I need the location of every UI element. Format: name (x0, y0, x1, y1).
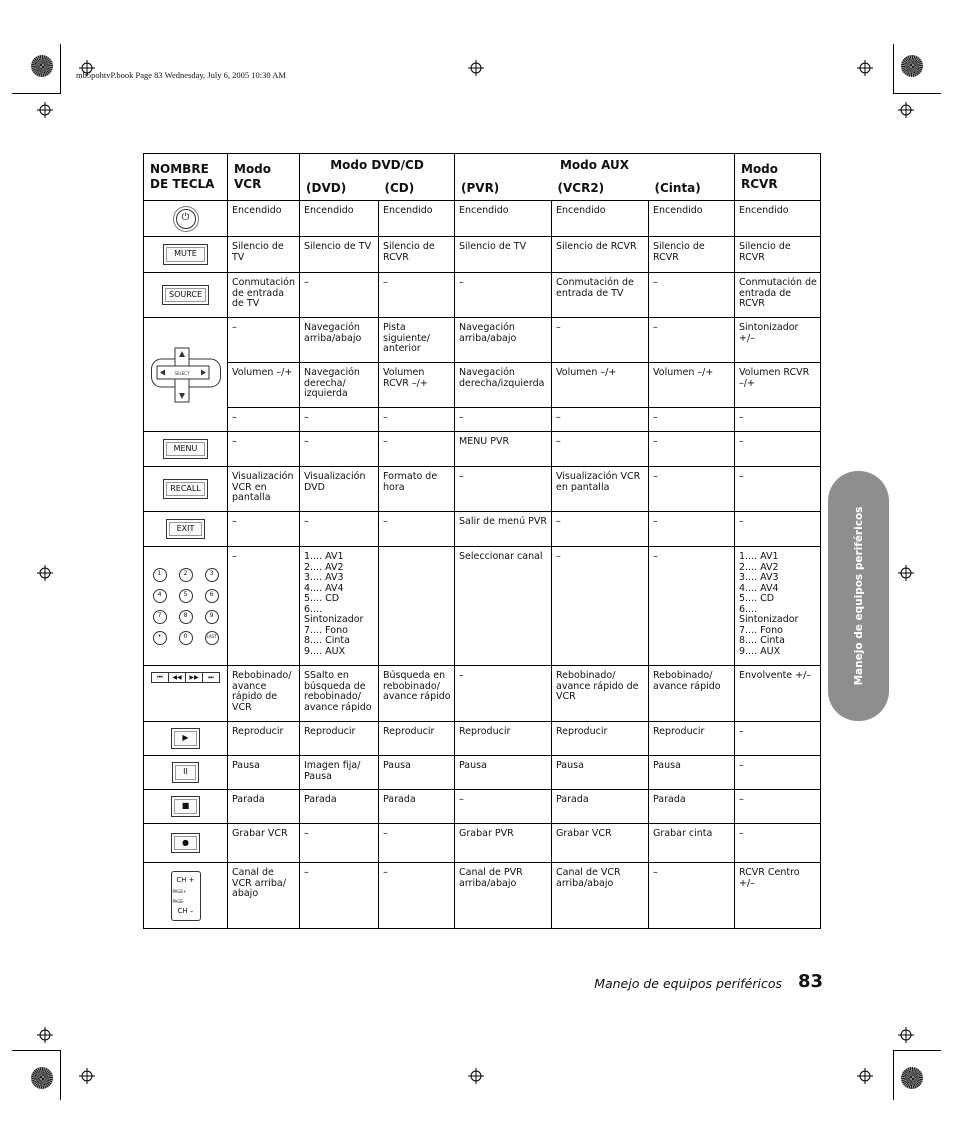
cell: Búsqueda en rebobinado/ avance rápido (379, 666, 455, 722)
crop-mark (60, 44, 61, 94)
cell: – (300, 824, 379, 863)
cell: – (649, 467, 735, 512)
cell: – (379, 824, 455, 863)
record-icon: ● (171, 833, 200, 854)
cell: Silencio de TV (455, 237, 552, 273)
cell: Canal de PVR arriba/abajo (455, 863, 552, 929)
cell: Parada (552, 790, 649, 824)
pause-icon: II (172, 762, 199, 783)
cell: – (552, 512, 649, 547)
number-key: 4 (153, 589, 167, 603)
row-record (144, 824, 821, 863)
cell: Sintonizador +/– (735, 318, 821, 363)
cell: – (649, 512, 735, 547)
cell: – (552, 432, 649, 467)
row-channel (144, 863, 821, 929)
cell: Silencio de RCVR (649, 237, 735, 273)
row-menu (144, 432, 821, 467)
cell: Grabar PVR (455, 824, 552, 863)
registration-mark (37, 102, 53, 118)
cell: Volumen RCVR –/+ (735, 363, 821, 408)
cell: – (649, 863, 735, 929)
number-keypad (147, 568, 224, 645)
cell: – (649, 547, 735, 666)
cell: Encendido (649, 201, 735, 237)
recall-key: RECALL (163, 479, 208, 500)
row-play (144, 722, 821, 756)
cell: Conmutación de entrada de TV (228, 273, 300, 318)
registration-mark (468, 60, 484, 76)
cell: Conmutación de entrada de TV (552, 273, 649, 318)
cell: – (455, 273, 552, 318)
number-key: 8 (179, 610, 193, 624)
cell: – (228, 432, 300, 467)
registration-mark (468, 1068, 484, 1084)
number-key: 6 (205, 589, 219, 603)
header-dvdcd: Modo DVD/CD (300, 154, 455, 178)
ch-down-label: CH – (177, 906, 194, 915)
channel-rocker-icon (171, 871, 201, 921)
cell: Volumen RCVR –/+ (379, 363, 455, 408)
cell: Pista siguiente/ anterior (379, 318, 455, 363)
fast-forward-icon: ▶▶ (186, 673, 203, 682)
stop-icon: ■ (171, 796, 201, 817)
header-row (144, 154, 821, 178)
crop-mark (12, 1050, 60, 1051)
cell: Reproducir (649, 722, 735, 756)
header-vcr: Modo VCR (228, 154, 300, 201)
cell: – (649, 408, 735, 432)
cell: – (379, 273, 455, 318)
cell: Seleccionar canal (455, 547, 552, 666)
header-aux: Modo AUX (455, 154, 735, 178)
number-key: 0 (179, 631, 193, 645)
cell: Encendido (300, 201, 379, 237)
registration-mark (898, 565, 914, 581)
cell: Parada (649, 790, 735, 824)
rewind-icon: ◀◀ (169, 673, 186, 682)
cell: Navegación derecha/izquierda (455, 363, 552, 408)
row-recall (144, 467, 821, 512)
transport-keys (151, 672, 220, 683)
cell: – (735, 512, 821, 547)
header-dvd: (DVD) (300, 177, 379, 201)
cell: Encendido (552, 201, 649, 237)
cell: Silencio de RCVR (552, 237, 649, 273)
cell: Silencio de RCVR (379, 237, 455, 273)
play-icon: ▶ (171, 728, 199, 749)
cell: – (735, 756, 821, 790)
registration-mark (79, 1068, 95, 1084)
cell: Grabar cinta (649, 824, 735, 863)
header-vcr2: (VCR2) (552, 177, 649, 201)
cell: Silencio de RCVR (735, 237, 821, 273)
cell: Rebobinado/ avance rápido de VCR (552, 666, 649, 722)
cell: Silencio de TV (228, 237, 300, 273)
cell: Encendido (228, 201, 300, 237)
cell: – (228, 318, 300, 363)
cell: Reproducir (300, 722, 379, 756)
mute-key: MUTE (163, 244, 208, 265)
registration-rosette (901, 1067, 923, 1089)
row-nav-lr (144, 363, 821, 408)
cell: – (300, 863, 379, 929)
cell: Parada (379, 790, 455, 824)
cell: MENU PVR (455, 432, 552, 467)
row-nav-select (144, 408, 821, 432)
registration-mark (37, 1027, 53, 1043)
navigation-pad-icon (151, 346, 221, 404)
cell: Pausa (379, 756, 455, 790)
file-header: mb5pohtvP.book Page 83 Wednesday, July 6, 2005 10:30 AM (76, 70, 286, 80)
cell: – (735, 790, 821, 824)
cell: Silencio de TV (300, 237, 379, 273)
select-label: SELECT (173, 370, 190, 376)
crop-mark (893, 1050, 941, 1051)
cell: Navegación derecha/ izquierda (300, 363, 379, 408)
header-pvr: (PVR) (455, 177, 552, 201)
footer-section-title: Manejo de equipos periféricos (594, 976, 782, 991)
cell: Navegación arriba/abajo (455, 318, 552, 363)
cell (379, 547, 455, 666)
cell: – (455, 408, 552, 432)
cell: – (649, 273, 735, 318)
cell: Pausa (552, 756, 649, 790)
cell: – (228, 408, 300, 432)
cell: – (552, 318, 649, 363)
header-key-name: NOMBRE DE TECLA (144, 154, 228, 201)
exit-key: EXIT (166, 519, 206, 540)
cell: Pausa (649, 756, 735, 790)
cell: Canal de VCR arriba/ abajo (228, 863, 300, 929)
row-nav-up (144, 318, 821, 363)
crop-mark (893, 44, 894, 94)
skip-back-icon: ⏮ (152, 673, 169, 682)
cell: Rebobinado/ avance rápido (649, 666, 735, 722)
cell: Reproducir (552, 722, 649, 756)
cell: Reproducir (228, 722, 300, 756)
cell: – (379, 432, 455, 467)
row-exit (144, 512, 821, 547)
header-rcvr: Modo RCVR (735, 154, 821, 201)
registration-mark (898, 1027, 914, 1043)
menu-key: MENU (163, 439, 209, 460)
cell: Visualización DVD (300, 467, 379, 512)
row-stop (144, 790, 821, 824)
cell: Encendido (455, 201, 552, 237)
chapter-side-tab (828, 471, 889, 721)
row-pause (144, 756, 821, 790)
cell: Salir de menú PVR (455, 512, 552, 547)
cell: – (300, 408, 379, 432)
cell: Imagen fija/ Pausa (300, 756, 379, 790)
cell: – (455, 666, 552, 722)
cell: Rebobinado/ avance rápido de VCR (228, 666, 300, 722)
cell: – (735, 432, 821, 467)
cell: Volumen –/+ (228, 363, 300, 408)
cell: Reproducir (379, 722, 455, 756)
cell: RCVR Centro +/– (735, 863, 821, 929)
cell: Conmutación de entrada de RCVR (735, 273, 821, 318)
cell: Reproducir (455, 722, 552, 756)
power-icon: ⏻ (176, 209, 196, 229)
cell: Grabar VCR (552, 824, 649, 863)
cell: Volumen –/+ (552, 363, 649, 408)
cell: Encendido (379, 201, 455, 237)
cell: – (300, 512, 379, 547)
cell: – (300, 273, 379, 318)
row-transport (144, 666, 821, 722)
cell: – (455, 790, 552, 824)
row-power (144, 201, 821, 237)
number-key: • (153, 631, 167, 645)
number-key: 3 (205, 568, 219, 582)
remote-key-table (143, 153, 821, 929)
page-number: 83 (798, 971, 824, 992)
cell: Envolvente +/– (735, 666, 821, 722)
cell: Canal de VCR arriba/abajo (552, 863, 649, 929)
number-key: 1 (153, 568, 167, 582)
cell: Grabar VCR (228, 824, 300, 863)
cell: – (735, 467, 821, 512)
cell: Volumen –/+ (649, 363, 735, 408)
cell: Visualización VCR en pantalla (228, 467, 300, 512)
cell: Pausa (455, 756, 552, 790)
cell: – (735, 722, 821, 756)
number-key: 9 (205, 610, 219, 624)
registration-rosette (901, 55, 923, 77)
side-tab-label: Manejo de equipos periféricos (852, 506, 865, 686)
cell: SSalto en búsqueda de rebobinado/ avance rápido (300, 666, 379, 722)
registration-rosette (31, 1067, 53, 1089)
crop-mark (893, 1050, 894, 1100)
registration-mark (37, 565, 53, 581)
registration-mark (898, 102, 914, 118)
cell: – (379, 863, 455, 929)
cell: – (735, 408, 821, 432)
cell: – (649, 432, 735, 467)
cell: – (228, 547, 300, 666)
cell: – (300, 432, 379, 467)
crop-mark (60, 1050, 61, 1100)
cell: Navegación arriba/abajo (300, 318, 379, 363)
cell: Formato de hora (379, 467, 455, 512)
cell: 1.... AV1 2.... AV2 3.... AV3 4.... AV4 5.... CD 6.... Sintonizador 7.... Fono 8.... Cinta 9.... AUX (300, 547, 379, 666)
cell: Parada (228, 790, 300, 824)
crop-mark (12, 93, 60, 94)
registration-mark (857, 1068, 873, 1084)
row-numbers (144, 547, 821, 666)
header-cinta: (Cinta) (649, 177, 735, 201)
cell: – (552, 408, 649, 432)
cell: Encendido (735, 201, 821, 237)
cell: Pausa (228, 756, 300, 790)
cell: – (552, 547, 649, 666)
cell: 1.... AV1 2.... AV2 3.... AV3 4.... AV4 5.... CD 6.... Sintonizador 7.... Fono 8.... Cinta 9.... AUX (735, 547, 821, 666)
row-mute (144, 237, 821, 273)
cell: – (735, 824, 821, 863)
number-key: 5 (179, 589, 193, 603)
cell: Parada (300, 790, 379, 824)
skip-forward-icon: ⏭ (208, 674, 214, 681)
cell: – (379, 408, 455, 432)
cell: Visualización VCR en pantalla (552, 467, 649, 512)
ch-up-label: CH + (176, 875, 195, 884)
last-key: LAST (205, 631, 219, 645)
page-up-label: PAGE+ (172, 888, 187, 894)
number-key: 2 (179, 568, 193, 582)
registration-rosette (31, 55, 53, 77)
header-cd: (CD) (379, 177, 455, 201)
registration-mark (857, 60, 873, 76)
cell: – (455, 467, 552, 512)
crop-mark (893, 93, 941, 94)
number-key: 7 (153, 610, 167, 624)
cell: – (228, 512, 300, 547)
page-down-label: PAGE- (172, 898, 185, 904)
cell: – (379, 512, 455, 547)
source-key: SOURCE (162, 285, 209, 306)
cell: – (649, 318, 735, 363)
row-source (144, 273, 821, 318)
